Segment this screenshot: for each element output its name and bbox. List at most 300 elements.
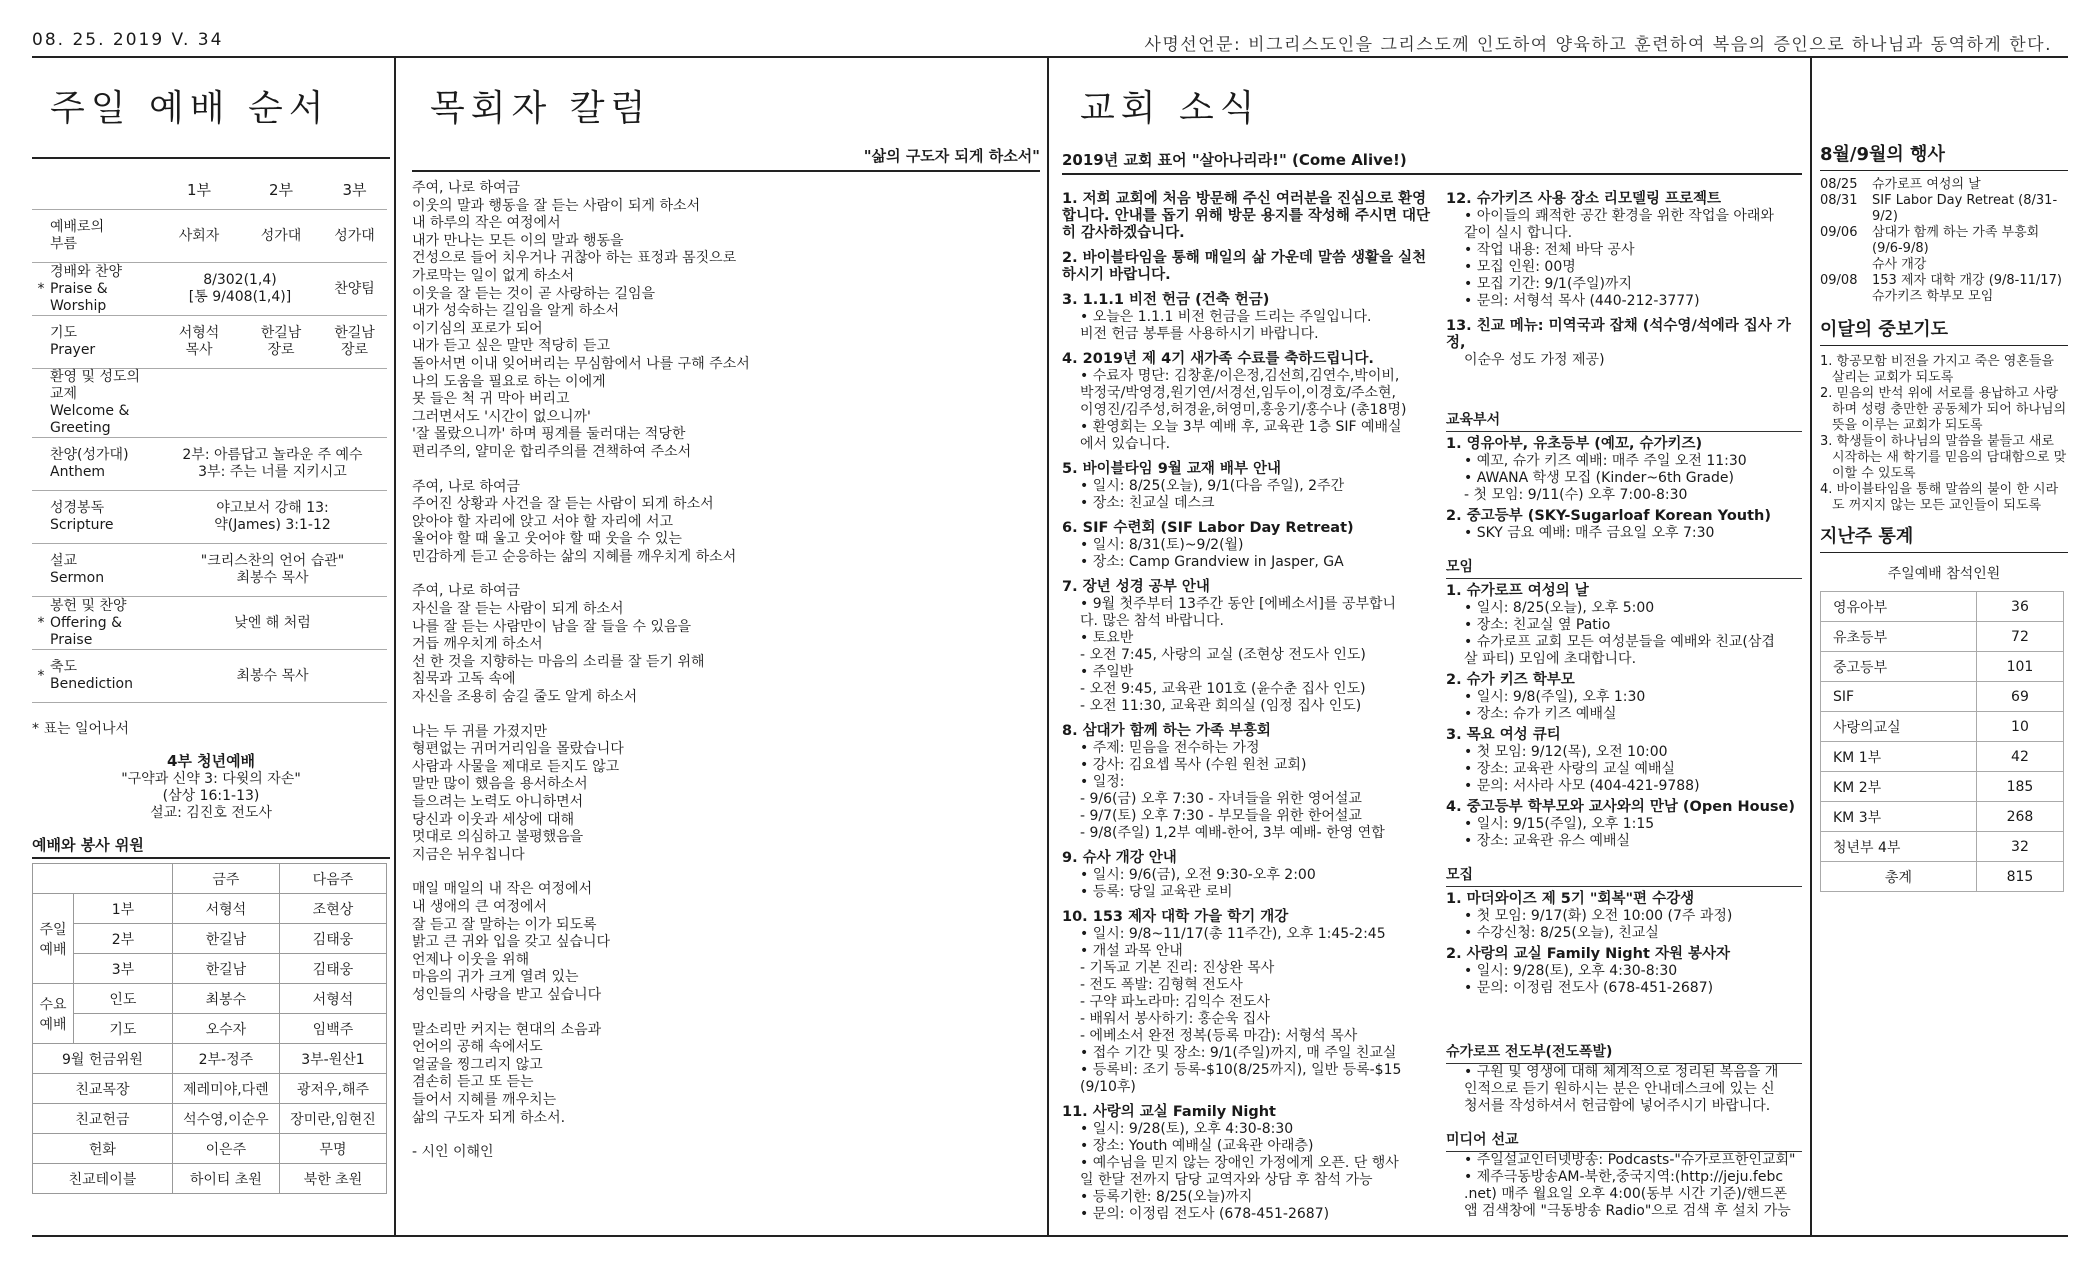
event-row	[1820, 177, 2068, 193]
order-item-ko: 예배로의	[50, 219, 105, 235]
news-item-text: - 에베소서 완전 정복(등록 마감): 서형석 목사	[1080, 1028, 1358, 1044]
news-item-text: (9/10후)	[1080, 1079, 1136, 1095]
attendance-count: 32	[1976, 832, 2063, 862]
news-item-text: • 모집 인원: 00명	[1464, 259, 1576, 275]
news-item-text: • 장소: 친교실 옆 Patio	[1464, 617, 1611, 633]
attendance-row	[1821, 712, 2064, 742]
news-item-text: • 예꼬, 슈가 키즈 예배: 매주 주일 오전 11:30	[1464, 453, 1747, 469]
news-item	[1062, 1104, 1434, 1223]
news-item-text: • 장소: 교육관 유스 예배실	[1464, 833, 1631, 849]
order-item-label	[50, 438, 158, 491]
service-header: 2부	[240, 171, 322, 210]
news-item	[1062, 723, 1434, 842]
news-item-heading: 1. 영유아부, 유초등부 (예꼬, 슈가키즈)	[1446, 436, 1703, 452]
servants-role: 친교헌금	[33, 1104, 173, 1134]
education-heading: 교육부서	[1446, 409, 1802, 432]
servants-next-week: 광저우,해주	[279, 1074, 386, 1104]
events-title: 8월/9월의 행사	[1820, 140, 2068, 171]
attendance-row	[1821, 772, 2064, 802]
news-item-text: • 강사: 김요셉 목사 (수원 원천 교회)	[1080, 757, 1307, 773]
news-item-text: • 일시: 9/28(토), 오후 4:30-8:30	[1080, 1121, 1294, 1137]
news-item-text: • 장소: 교육관 사랑의 교실 예배실	[1464, 761, 1676, 777]
news-item	[1446, 946, 1802, 997]
attendance-group: 사랑의교실	[1821, 712, 1977, 742]
news-item	[1446, 508, 1802, 542]
order-item-detail: 성가대	[240, 210, 322, 263]
order-item-detail: 한길남 장로	[322, 316, 387, 369]
servants-row	[33, 924, 387, 954]
servants-this-week: 2부-정주	[172, 1044, 279, 1074]
worship-order-table	[32, 171, 387, 703]
event-text: 슈가로프 여성의 날	[1872, 177, 1981, 192]
stand-marker	[32, 210, 50, 263]
servants-title: 예배와 봉사 위원	[32, 834, 390, 859]
news-item-heading: 2. 바이블타임을 통해 매일의 삶 가운데 말씀 생활을 실천하시기 바랍니다.	[1062, 250, 1427, 283]
servants-row	[33, 984, 387, 1014]
news-item-text: - 오전 11:30, 교육관 회의실 (임정 집사 인도)	[1080, 698, 1362, 714]
order-item-ko: 축도	[50, 659, 78, 675]
news-item-text: - 오전 7:45, 사랑의 교실 (조현상 전도사 인도)	[1080, 647, 1366, 663]
servants-role: 헌화	[33, 1134, 173, 1164]
event-date: 08/31	[1820, 193, 1858, 208]
prayer-title: 이달의 중보기도	[1820, 315, 2068, 346]
servants-next-week: 무명	[279, 1134, 386, 1164]
poem-stanza: 주여, 나로 하여금 자신을 잘 듣는 사람이 되게 하소서 나를 잘 듣는 사람만이 남을 잘 들을 수 있음을 거듭 깨우치게 하소서 선 한 것을 지향하는 마음의 소리를 잘 듣기 위해 침묵과 고독 속에 자신을 조용히 숨길 줄도 알게 하소서	[412, 583, 705, 706]
stand-marker: *	[32, 597, 50, 650]
news-item-text: • 일시: 9/8(주일), 오후 1:30	[1464, 689, 1646, 705]
order-item-en: Welcome & Greeting	[50, 403, 130, 436]
worship-order-row	[32, 316, 387, 369]
order-item-label	[50, 369, 158, 438]
attendance-count: 101	[1976, 652, 2063, 682]
news-item-text: - 기독교 기본 진리: 진상완 목사	[1080, 960, 1275, 976]
news-item-text: • SKY 금요 예배: 매주 금요일 오후 7:30	[1464, 525, 1715, 541]
attendance-row	[1821, 592, 2064, 622]
poem-stanza: 주여, 나로 하여금 주어진 상황과 사건을 잘 듣는 사람이 되게 하소서 앉아야 할 자리에 앉고 서야 할 자리에 서고 울어야 할 때 울고 웃어야 할 때 웃을 수 있는 민감하게 듣고 순응하는 삶의 지혜를 깨우치게 하소서	[412, 478, 737, 565]
evangelism-text: 인적으로 듣기 원하시는 분은 안내데스크에 있는 신	[1464, 1081, 1775, 1097]
order-item-en: Praise & Worship	[50, 280, 108, 314]
news-item	[1062, 250, 1434, 284]
servants-this-week: 제레미야,다렌	[172, 1074, 279, 1104]
servants-this-week: 최봉수	[172, 984, 279, 1014]
news-item-text: • 수강신청: 8/25(오늘), 친교실	[1464, 925, 1659, 941]
news-item-text: • 일시: 8/31(토)~9/2(월)	[1080, 537, 1244, 553]
news-title: 교회 소식	[1080, 88, 1261, 129]
recruit-heading: 모집	[1446, 864, 1802, 887]
youth-service-title: 4부 청년예배	[166, 752, 256, 770]
poem-body	[412, 180, 1040, 1162]
order-item-detail: 서형석 목사	[158, 316, 240, 369]
news-item-text: • 주제: 믿음을 전수하는 가정	[1080, 740, 1260, 756]
meetings-heading: 모임	[1446, 556, 1802, 579]
attendance-row	[1821, 862, 2064, 892]
news-item-text: • 일시: 9/15(주일), 오후 1:15	[1464, 816, 1655, 832]
news-item-text: • 모집 기간: 9/1(주일)까지	[1464, 276, 1632, 292]
news-item-text: • 문의: 이정림 전도사 (678-451-2687)	[1080, 1206, 1330, 1222]
news-item-text: 박정국/박영경,원기연/서경선,임두이,이경호/주소현,	[1080, 385, 1396, 401]
servants-role: 친교테이블	[33, 1164, 173, 1194]
servants-this-week: 오수자	[172, 1014, 279, 1044]
order-item-ko: 환영 및 성도의 교제	[50, 369, 141, 402]
servants-next-week: 김태웅	[279, 924, 386, 954]
order-item-label	[50, 650, 158, 703]
order-item-detail: 사회자	[158, 210, 240, 263]
attendance-group: KM 2부	[1821, 772, 1977, 802]
column-subtitle: "삶의 구도자 되게 하소서"	[863, 147, 1040, 165]
pastor-column	[412, 60, 1040, 1235]
stand-marker: *	[32, 650, 50, 703]
prayer-item: 2. 믿음의 반석 위에 서로를 용납하고 사랑하며 성령 충만한 공동체가 되어 하나님의 뜻을 이루는 교회가 되도록	[1820, 386, 2067, 433]
servants-this-week: 이은주	[172, 1134, 279, 1164]
worship-order-row	[32, 491, 387, 544]
attendance-group: 중고등부	[1821, 652, 1977, 682]
news-item-text: • 예수님을 믿지 않는 장애인 가정에게 오픈. 단 행사	[1080, 1155, 1399, 1171]
news-item-heading: 2. 사랑의 교실 Family Night 자원 봉사자	[1446, 946, 1731, 962]
event-date: 09/08	[1820, 273, 1858, 288]
order-item-label	[50, 316, 158, 369]
servants-week-header: 다음주	[279, 864, 386, 894]
news-item	[1446, 672, 1802, 723]
attendance-table	[1820, 591, 2064, 892]
servants-row	[33, 1134, 387, 1164]
stand-marker	[32, 316, 50, 369]
news-item-text: • 오늘은 1.1.1 비전 헌금을 드리는 주일입니다.	[1080, 309, 1372, 325]
attendance-row	[1821, 832, 2064, 862]
column-divider	[1047, 58, 1049, 1235]
servants-row	[33, 1044, 387, 1074]
mission-statement: 사명선언문: 비그리스도인을 그리스도께 인도하여 양육하고 훈련하여 복음의 증인으로 하나님과 동역하게 한다.	[1144, 35, 2052, 55]
poem-stanza: 매일 매일의 내 작은 여정에서 내 생애의 큰 여정에서 잘 듣고 잘 말하는 이가 되도록 밝고 큰 귀와 입을 갖고 싶습니다 언제나 이웃을 위해 마음의 귀가 크게 열려 있는 성인들의 사랑을 받고 싶습니다	[412, 881, 611, 1003]
stand-marker	[32, 369, 50, 438]
attendance-count: 36	[1976, 592, 2063, 622]
news-item-heading: 3. 목요 여성 큐티	[1446, 727, 1561, 743]
servants-next-week: 김태웅	[279, 954, 386, 984]
news-item-text: • 등록기한: 8/25(오늘)까지	[1080, 1189, 1253, 1205]
order-item-detail	[158, 369, 240, 438]
servants-next-week: 장미란,임현진	[279, 1104, 386, 1134]
news-item-text: • 문의: 서형석 목사 (440-212-3777)	[1464, 293, 1700, 309]
worship-order-row	[32, 597, 387, 650]
order-item-detail: 성가대	[322, 210, 387, 263]
news-item-heading: 1. 마더와이즈 제 5기 "회복"편 수강생	[1446, 891, 1695, 907]
attendance-group: 총계	[1821, 862, 1977, 892]
servants-this-week: 하이티 초원	[172, 1164, 279, 1194]
news-item-heading: 1. 슈가로프 여성의 날	[1446, 583, 1589, 599]
news-item-text: • 장소: Camp Grandview in Jasper, GA	[1080, 554, 1344, 570]
servants-role: 9월 헌금위원	[33, 1044, 173, 1074]
news-item-text: • 장소: Youth 예배실 (교육관 아래층)	[1080, 1138, 1314, 1154]
order-item-en: Anthem	[50, 464, 106, 480]
order-item-en: Prayer	[50, 342, 96, 358]
news-item-text: 같이 실시 합니다.	[1464, 225, 1573, 241]
column-title: 목회자 칼럼	[430, 88, 652, 129]
stand-marker	[32, 491, 50, 544]
servants-next-week: 3부-원산1	[279, 1044, 386, 1074]
news-item-heading: 6. SIF 수련회 (SIF Labor Day Retreat)	[1062, 520, 1354, 536]
news-item-text: • 첫 모임: 9/17(화) 오전 10:00 (7주 과정)	[1464, 908, 1733, 924]
news-item-text: • 일시: 8/25(오늘), 9/1(다음 주일), 2주간	[1080, 478, 1345, 494]
servants-group: 주일 예배	[33, 894, 74, 984]
column-divider	[1810, 58, 1812, 1235]
order-item-ko: 경배와 찬양	[50, 263, 123, 280]
youth-scripture: (삼상 16:1-13)	[162, 788, 260, 804]
servants-role: 2부	[74, 924, 173, 954]
event-row	[1820, 273, 2068, 305]
attendance-row	[1821, 682, 2064, 712]
attendance-group: KM 3부	[1821, 802, 1977, 832]
star-col	[32, 171, 50, 210]
event-text: 삼대가 함께 하는 가족 부흥회 (9/6-9/8) 슈사 개강	[1872, 225, 2040, 272]
servants-role: 1부	[74, 894, 173, 924]
order-item-detail	[240, 369, 322, 438]
media-text: 앱 검색창에 "극동방송 Radio"으로 검색 후 설치 가능	[1464, 1203, 1791, 1219]
order-item-label	[50, 210, 158, 263]
event-text: 153 제자 대학 개강 (9/8-11/17) 슈가키즈 학부모 모임	[1872, 273, 2062, 304]
order-item-ko: 설교	[50, 553, 78, 569]
news-item	[1062, 579, 1434, 715]
attendance-count: 10	[1976, 712, 2063, 742]
sidebar-column	[1820, 60, 2068, 1235]
news-item	[1062, 191, 1434, 242]
attendance-count: 268	[1976, 802, 2063, 832]
event-date: 09/06	[1820, 225, 1858, 240]
news-item-heading: 11. 사랑의 교실 Family Night	[1062, 1104, 1276, 1120]
news-item-text: • 등록비: 조기 등록-$10(8/25까지), 일반 등록-$15	[1080, 1062, 1402, 1078]
order-item-ko: 찬양(성가대)	[50, 447, 129, 463]
stats-title: 지난주 통계	[1820, 522, 2068, 553]
news-item-text: 이순우 성도 가정 제공)	[1464, 352, 1605, 368]
servants-this-week: 한길남	[172, 954, 279, 984]
order-item-en: 부름	[50, 236, 78, 252]
order-item-label	[50, 544, 158, 597]
order-item-en: Sermon	[50, 570, 105, 586]
servants-corner	[33, 864, 173, 894]
news-item-heading: 2. 슈가 키즈 학부모	[1446, 672, 1575, 688]
order-item-detail: 8/302(1,4) [통 9/408(1,4)]	[158, 263, 322, 316]
attendance-group: 유초등부	[1821, 622, 1977, 652]
order-item-label	[50, 491, 158, 544]
news-item	[1062, 850, 1434, 901]
news-item	[1446, 191, 1802, 310]
event-text: SIF Labor Day Retreat (8/31-9/2)	[1872, 193, 2058, 224]
news-item-text: • 주일반	[1080, 664, 1134, 680]
news-item	[1446, 727, 1802, 795]
news-item-heading: 2. 중고등부 (SKY-Sugarloaf Korean Youth)	[1446, 508, 1771, 524]
stand-marker: *	[32, 263, 50, 316]
prayer-list	[1820, 354, 2068, 514]
news-item-text: • 등록: 당일 교육관 로비	[1080, 884, 1233, 900]
news-item	[1446, 318, 1802, 369]
news-item-text: • AWANA 학생 모집 (Kinder~6th Grade)	[1464, 470, 1734, 486]
servants-table	[32, 863, 387, 1194]
news-item	[1062, 351, 1434, 453]
church-motto: 2019년 교회 표어 "살아나리라!" (Come Alive!)	[1062, 149, 1802, 175]
servants-this-week: 서형석	[172, 894, 279, 924]
news-item-heading: 7. 장년 성경 공부 안내	[1062, 579, 1210, 595]
servants-row	[33, 1164, 387, 1194]
news-item-text: • 장소: 친교실 데스크	[1080, 495, 1215, 511]
media-text: • 주일설교인터넷방송: Podcasts-"슈가로프한인교회"	[1464, 1152, 1796, 1168]
column-divider	[394, 58, 396, 1235]
youth-sermon-title: "구약과 신약 3: 다윗의 자손"	[121, 771, 301, 787]
order-item-en: Offering & Praise	[50, 614, 123, 648]
news-list-right	[1446, 183, 1802, 1220]
news-item-text: 다. 많은 참석 바랍니다.	[1080, 613, 1224, 629]
news-item-heading: 12. 슈가키즈 사용 장소 리모델링 프로젝트	[1446, 191, 1722, 207]
news-item-text: • 문의: 이정림 전도사 (678-451-2687)	[1464, 980, 1714, 996]
news-item-text: • 수료자 명단: 김창훈/이은정,김선희,김연수,박이비,	[1080, 368, 1400, 384]
attendance-row	[1821, 622, 2064, 652]
news-item	[1062, 461, 1434, 512]
bulletin-date: 08. 25. 2019 V. 34	[32, 30, 224, 50]
attendance-group: 영유아부	[1821, 592, 1977, 622]
news-item-text: • 문의: 서사라 사모 (404-421-9788)	[1464, 778, 1700, 794]
news-item-text: • 개설 과목 안내	[1080, 943, 1183, 959]
evangelism-text: • 구원 및 영생에 대해 체계적으로 정리된 복음을 개	[1464, 1064, 1779, 1080]
attendance-group: SIF	[1821, 682, 1977, 712]
news-item-heading: 3. 1.1.1 비전 헌금 (건축 헌금)	[1062, 292, 1270, 308]
news-item-text: - 오전 9:45, 교육관 101호 (윤수춘 집사 인도)	[1080, 681, 1366, 697]
servants-role: 친교목장	[33, 1074, 173, 1104]
attendance-row	[1821, 742, 2064, 772]
news-item-text: • 장소: 슈가 키즈 예배실	[1464, 706, 1617, 722]
events-list	[1820, 177, 2068, 305]
news-item-text: 이영진/김주성,허경윤,허영미,홍웅기/홍수나 (총18명)	[1080, 402, 1407, 418]
news-item-text: • 일시: 9/28(토), 오후 4:30-8:30	[1464, 963, 1678, 979]
news-item-text: - 9/7(토) 오후 7:30 - 부모들을 위한 한어설교	[1080, 808, 1362, 824]
news-item-text: • 일시: 9/8~11/17(총 11주간), 오후 1:45-2:45	[1080, 926, 1386, 942]
news-item	[1446, 583, 1802, 668]
news-item-text: 비전 헌금 봉투를 사용하시기 바랍니다.	[1080, 326, 1319, 342]
servants-row	[33, 1014, 387, 1044]
evangelism-heading: 슈가로프 전도부(전도폭발)	[1446, 1041, 1802, 1064]
news-item-heading: 10. 153 제자 대학 가을 학기 개강	[1062, 909, 1289, 925]
footer-rule	[32, 1235, 2068, 1237]
news-item-text: 일 한달 전까지 담당 교역자와 상담 후 참석 가능	[1080, 1172, 1373, 1188]
poem-stanza: 나는 두 귀를 가졌지만 형편없는 귀머거리임을 몰랐습니다 사람과 사물을 제대로 듣지도 않고 말만 많이 했음을 용서하소서 들으려는 노력도 아니하면서 당신과 이웃과 세상에 대해 멋대로 의심하고 불평했음을 지금은 뉘우칩니다	[412, 723, 624, 863]
poem-stanza: 주여, 나로 하여금 이웃의 말과 행동을 잘 듣는 사람이 되게 하소서 내 하루의 작은 여정에서 내가 만나는 모든 이의 말과 행동을 건성으로 들어 치우거나 귀찮아 하는 표정과 몸짓으로 가로막는 일이 없게 하소서 이웃을 잘 듣는 것이 곧 사랑하는 길임을 내가 성숙하는 길임을 알게 하소서 이기심의 포로가 되어 내가 듣고 싶은 말만 적당히 듣고 돌아서면 이내 잊어버리는 무심함에서 나를 구해 주소서 나의 도움을 필요로 하는 이에게 못 들은 척 귀 막아 버리고 그러면서도 '시간이 없으니까' '잘 몰랐으니까' 하며 핑계를 둘러대는 적당한 편리주의, 얄미운 합리주의를 견책하여 주소서	[412, 180, 750, 460]
worship-order-row	[32, 210, 387, 263]
news-item-text: • 아이들의 쾌적한 공간 환경을 위한 작업을 아래와	[1464, 208, 1774, 224]
order-item-detail: 낮엔 해 처럼	[158, 597, 387, 650]
news-item-text: • 첫 모임: 9/12(목), 오전 10:00	[1464, 744, 1668, 760]
order-item-ko: 기도	[50, 325, 78, 341]
servants-group: 수요 예배	[33, 984, 74, 1044]
servants-next-week: 조현상	[279, 894, 386, 924]
news-item-text: - 첫 모임: 9/11(수) 오후 7:00-8:30	[1464, 487, 1688, 503]
stand-marker	[32, 544, 50, 597]
news-item-heading: 1. 저희 교회에 처음 방문해 주신 여러분을 진심으로 환영합니다. 안내를 돕기 위해 방문 용지를 작성해 주시면 대단히 감사하겠습니다.	[1062, 191, 1431, 241]
news-item	[1446, 799, 1802, 850]
servants-this-week: 한길남	[172, 924, 279, 954]
news-item-text: • 일정:	[1080, 774, 1125, 790]
stand-note: * 표는 일어나서	[32, 721, 130, 737]
news-item-heading: 8. 삼대가 함께 하는 가족 부흥회	[1062, 723, 1271, 739]
order-item-detail	[322, 369, 387, 438]
news-item	[1446, 436, 1802, 504]
news-item	[1446, 891, 1802, 942]
item-col-header	[50, 171, 158, 210]
youth-preacher: 설교: 김진호 전도사	[150, 805, 272, 821]
stats-subtitle: 주일예배 참석인원	[1887, 566, 2001, 582]
news-item-text: - 9/6(금) 오후 7:30 - 자녀들을 위한 영어설교	[1080, 791, 1362, 807]
attendance-count: 42	[1976, 742, 2063, 772]
worship-order-row	[32, 438, 387, 491]
news-column	[1062, 60, 1802, 1235]
order-item-detail: 2부: 아름답고 놀라운 주 예수 3부: 주는 너를 지키시고	[158, 438, 387, 491]
news-item-heading: 5. 바이블타임 9월 교재 배부 안내	[1062, 461, 1282, 477]
attendance-count: 185	[1976, 772, 2063, 802]
news-item-text: - 구약 파노라마: 김익수 전도사	[1080, 994, 1270, 1010]
news-item-heading: 4. 중고등부 학부모와 교사와의 만남 (Open House)	[1446, 799, 1795, 815]
news-item-text: • 일시: 8/25(오늘), 오후 5:00	[1464, 600, 1655, 616]
stand-marker	[32, 438, 50, 491]
attendance-count: 69	[1976, 682, 2063, 712]
news-item-text: • 토요반	[1080, 630, 1134, 646]
worship-order-row	[32, 650, 387, 703]
servants-role: 인도	[74, 984, 173, 1014]
news-item-heading: 4. 2019년 제 4기 새가족 수료를 축하드립니다.	[1062, 351, 1374, 367]
poem-stanza: 말소리만 커지는 현대의 소음과 언어의 공해 속에서도 얼굴을 찡그리지 않고 겸손히 듣고 또 듣는 들어서 지혜를 깨우치는 삶의 구도자 되게 하소서.	[412, 1021, 602, 1126]
news-item-text: - 배워서 봉사하기: 홍순욱 집사	[1080, 1011, 1270, 1027]
news-item-text: • 일시: 9/6(금), 오전 9:30-오후 2:00	[1080, 867, 1316, 883]
order-item-detail: 야고보서 강해 13: 약(James) 3:1-12	[158, 491, 387, 544]
order-item-en: Scripture	[50, 517, 114, 533]
news-item-text: • 슈가로프 교회 모든 여성분들을 예배와 친교(삼겹	[1464, 634, 1775, 650]
news-item-text: 살 파티) 모임에 초대합니다.	[1464, 651, 1637, 667]
news-item	[1062, 292, 1434, 343]
evangelism-text: 청서를 작성하셔서 헌금함에 넣어주시기 바랍니다.	[1464, 1098, 1771, 1114]
servants-role: 3부	[74, 954, 173, 984]
prayer-item: 3. 학생들이 하나님의 말씀을 붙들고 새로 시작하는 새 학기를 믿음의 담대함으로 맞이할 수 있도록	[1820, 434, 2067, 481]
attendance-count: 815	[1976, 862, 2063, 892]
attendance-group: 청년부 4부	[1821, 832, 1977, 862]
servants-row	[33, 954, 387, 984]
servants-next-week: 북한 초원	[279, 1164, 386, 1194]
news-item-text: • 환영회는 오늘 3부 예배 후, 교육관 1층 SIF 예배실	[1080, 419, 1402, 435]
service-header: 3부	[322, 171, 387, 210]
order-item-ko: 봉헌 및 찬양	[50, 597, 127, 614]
order-item-detail: 한길남 장로	[240, 316, 322, 369]
order-item-en: Benediction	[50, 676, 133, 692]
news-item-text: • 접수 기간 및 장소: 9/1(주일)까지, 매 주일 친교실	[1080, 1045, 1397, 1061]
media-text: .net) 매주 월요일 오후 4:00(동부 시간 기준)/핸드폰	[1464, 1186, 1788, 1202]
attendance-row	[1821, 652, 2064, 682]
servants-week-header: 금주	[172, 864, 279, 894]
servants-this-week: 석수영,이순우	[172, 1104, 279, 1134]
order-item-detail: 최봉수 목사	[158, 650, 387, 703]
servants-row	[33, 1104, 387, 1134]
poem-stanza: - 시인 이해인	[412, 1144, 494, 1161]
worship-order-row	[32, 544, 387, 597]
attendance-count: 72	[1976, 622, 2063, 652]
order-item-detail: "크리스찬의 언어 습관" 최봉수 목사	[158, 544, 387, 597]
news-item-text: 에서 있습니다.	[1080, 436, 1171, 452]
news-item-text: - 전도 폭발: 김형혁 전도사	[1080, 977, 1243, 993]
worship-order-row	[32, 369, 387, 438]
news-item	[1062, 909, 1434, 1096]
attendance-group: KM 1부	[1821, 742, 1977, 772]
order-item-detail: 찬양팀	[322, 263, 387, 316]
worship-title: 주일 예배 순서	[50, 88, 330, 129]
order-item-label	[50, 263, 158, 316]
event-row	[1820, 225, 2068, 273]
servants-row	[33, 894, 387, 924]
news-item	[1062, 520, 1434, 571]
header-rule	[32, 56, 2068, 58]
order-item-ko: 성경봉독	[50, 500, 105, 516]
news-item-heading: 13. 친교 메뉴: 미역국과 잡채 (석수영/석에라 집사 가정,	[1446, 318, 1791, 351]
